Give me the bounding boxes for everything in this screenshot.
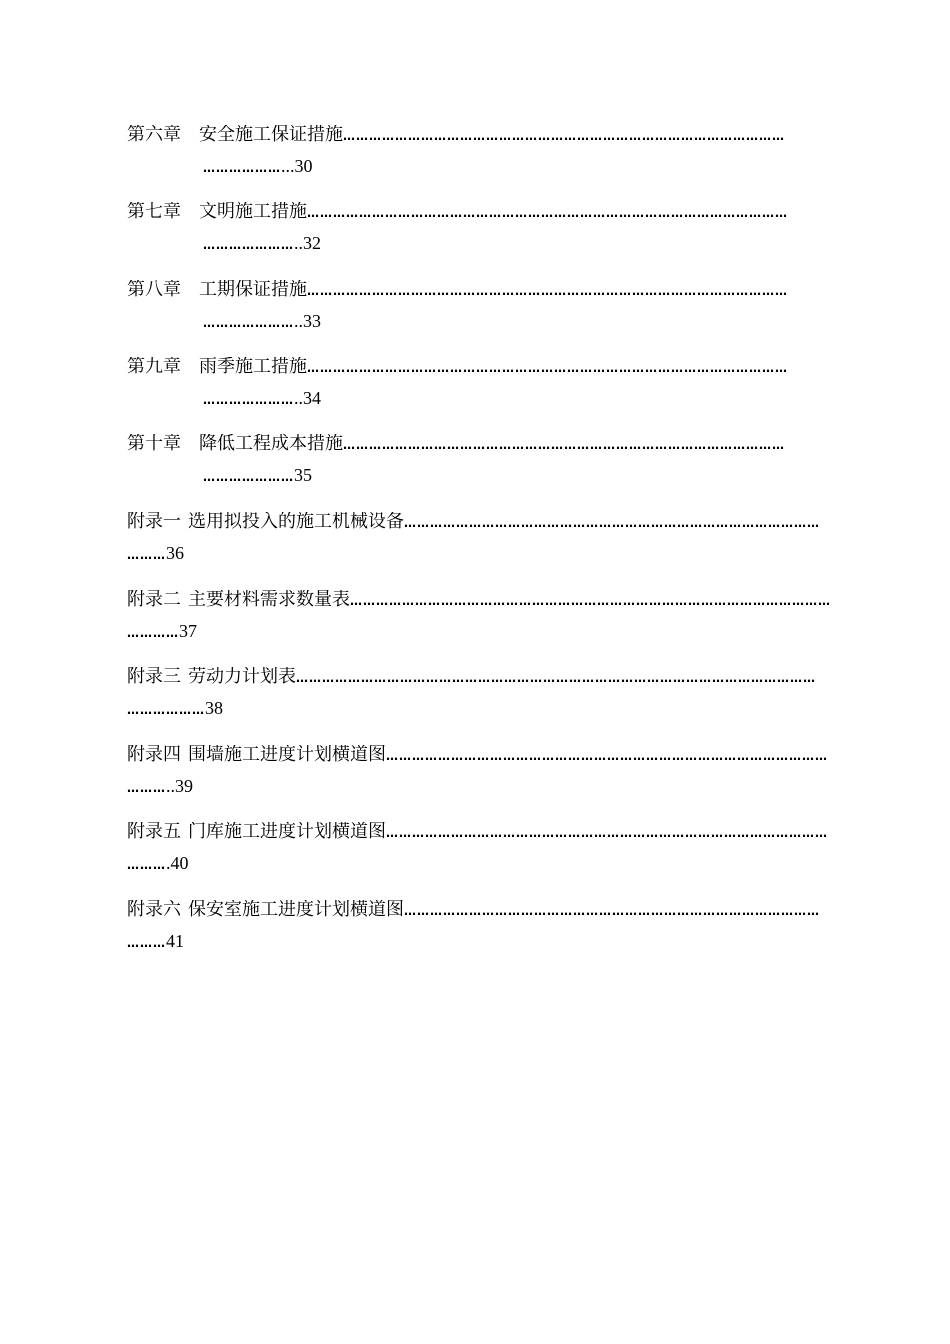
dot-leader: …………………: [203, 393, 294, 407]
toc-line-2: [127, 621, 197, 641]
appendix-title: 围墙施工进度计划横道图: [188, 745, 386, 765]
toc-entry[interactable]: [127, 280, 837, 332]
appendix-title: 劳动力计划表: [188, 667, 296, 687]
dot-leader: ………: [127, 936, 166, 950]
dot-leader: …………………: [203, 470, 294, 484]
toc-line-2: [203, 465, 312, 485]
dot-leader: …………………………………………………………………………………………………: [307, 206, 788, 220]
page-number: ..34: [294, 388, 321, 408]
toc-entry[interactable]: [127, 512, 842, 564]
dot-leader: …………………: [203, 316, 294, 330]
dot-leader: ……………………………………………………………………………………: [404, 904, 820, 918]
dot-leader: …………………………………………………………………………………………: [386, 826, 828, 840]
appendix-title: 选用拟投入的施工机械设备: [188, 512, 404, 532]
toc-entry[interactable]: [127, 590, 842, 642]
chapter-number: 第九章: [127, 357, 181, 377]
toc-line-2: [203, 156, 313, 176]
toc-line-1: [127, 125, 837, 145]
toc-line-1: [127, 202, 837, 222]
chapter-number: 第十章: [127, 434, 181, 454]
toc-line-2: [203, 311, 321, 331]
toc-entry[interactable]: [127, 745, 842, 797]
dot-leader: ………: [127, 548, 166, 562]
toc-line-1: [127, 745, 842, 765]
toc-line-1: [127, 512, 842, 532]
toc-entry[interactable]: [127, 822, 842, 874]
appendix-number: 附录六: [127, 900, 181, 920]
dot-leader: ………………: [203, 161, 281, 175]
toc-line-2: [203, 388, 321, 408]
dot-leader: …………………………………………………………………………………………………: [307, 284, 788, 298]
page-number: ..39: [166, 776, 193, 796]
chapter-title: 文明施工措施: [199, 202, 307, 222]
toc-entry[interactable]: [127, 202, 837, 254]
chapter-number: 第八章: [127, 280, 181, 300]
dot-leader: ………: [127, 858, 166, 872]
page-number: .40: [166, 853, 189, 873]
page-number: 37: [179, 621, 197, 641]
toc-line-2: [127, 853, 189, 873]
dot-leader: …………………………………………………………………………………………………………: [296, 671, 816, 685]
dot-leader: ………………: [127, 703, 205, 717]
chapter-title: 降低工程成本措施: [199, 434, 343, 454]
chapter-number: 第六章: [127, 125, 181, 145]
chapter-title: 安全施工保证措施: [199, 125, 343, 145]
page-number: 38: [205, 698, 223, 718]
chapter-number: 第七章: [127, 202, 181, 222]
toc-line-1: [127, 900, 842, 920]
dot-leader: …………………………………………………………………………………………: [343, 129, 785, 143]
toc-line-2: [203, 233, 321, 253]
dot-leader: …………………………………………………………………………………………………: [307, 361, 788, 375]
toc-entry[interactable]: [127, 667, 842, 719]
page-number: ..33: [294, 311, 321, 331]
dot-leader: …………………………………………………………………………………………………: [350, 594, 831, 608]
page-number: 36: [166, 543, 184, 563]
chapter-title: 雨季施工措施: [199, 357, 307, 377]
toc-line-1: [127, 280, 837, 300]
toc-entry[interactable]: [127, 900, 842, 952]
toc-entry[interactable]: [127, 357, 837, 409]
toc-line-1: [127, 357, 837, 377]
toc-line-1: [127, 822, 842, 842]
toc-line-1: [127, 667, 842, 687]
appendix-number: 附录二: [127, 590, 181, 610]
appendix-number: 附录一: [127, 512, 181, 532]
toc-line-2: [127, 543, 184, 563]
page-number: ..32: [294, 233, 321, 253]
dot-leader: ……………………………………………………………………………………: [404, 516, 820, 530]
dot-leader: …………………………………………………………………………………………: [343, 438, 785, 452]
dot-leader: …………………………………………………………………………………………: [386, 749, 828, 763]
appendix-number: 附录四: [127, 745, 181, 765]
toc-line-2: [127, 698, 223, 718]
appendix-title: 保安室施工进度计划横道图: [188, 900, 404, 920]
toc-entry[interactable]: [127, 125, 837, 177]
toc-line-1: [127, 590, 842, 610]
appendix-number: 附录五: [127, 822, 181, 842]
appendix-title: 主要材料需求数量表: [188, 590, 350, 610]
toc-line-2: [127, 931, 184, 951]
toc-line-2: [127, 776, 193, 796]
dot-leader: …………: [127, 626, 179, 640]
dot-leader: ………: [127, 781, 166, 795]
toc-entry[interactable]: [127, 434, 837, 486]
dot-leader: …………………: [203, 238, 294, 252]
appendix-title: 门库施工进度计划横道图: [188, 822, 386, 842]
page-number: 35: [294, 465, 312, 485]
appendix-number: 附录三: [127, 667, 181, 687]
page-number: 41: [166, 931, 184, 951]
chapter-title: 工期保证措施: [199, 280, 307, 300]
toc-line-1: [127, 434, 837, 454]
page-number: ...30: [281, 156, 313, 176]
